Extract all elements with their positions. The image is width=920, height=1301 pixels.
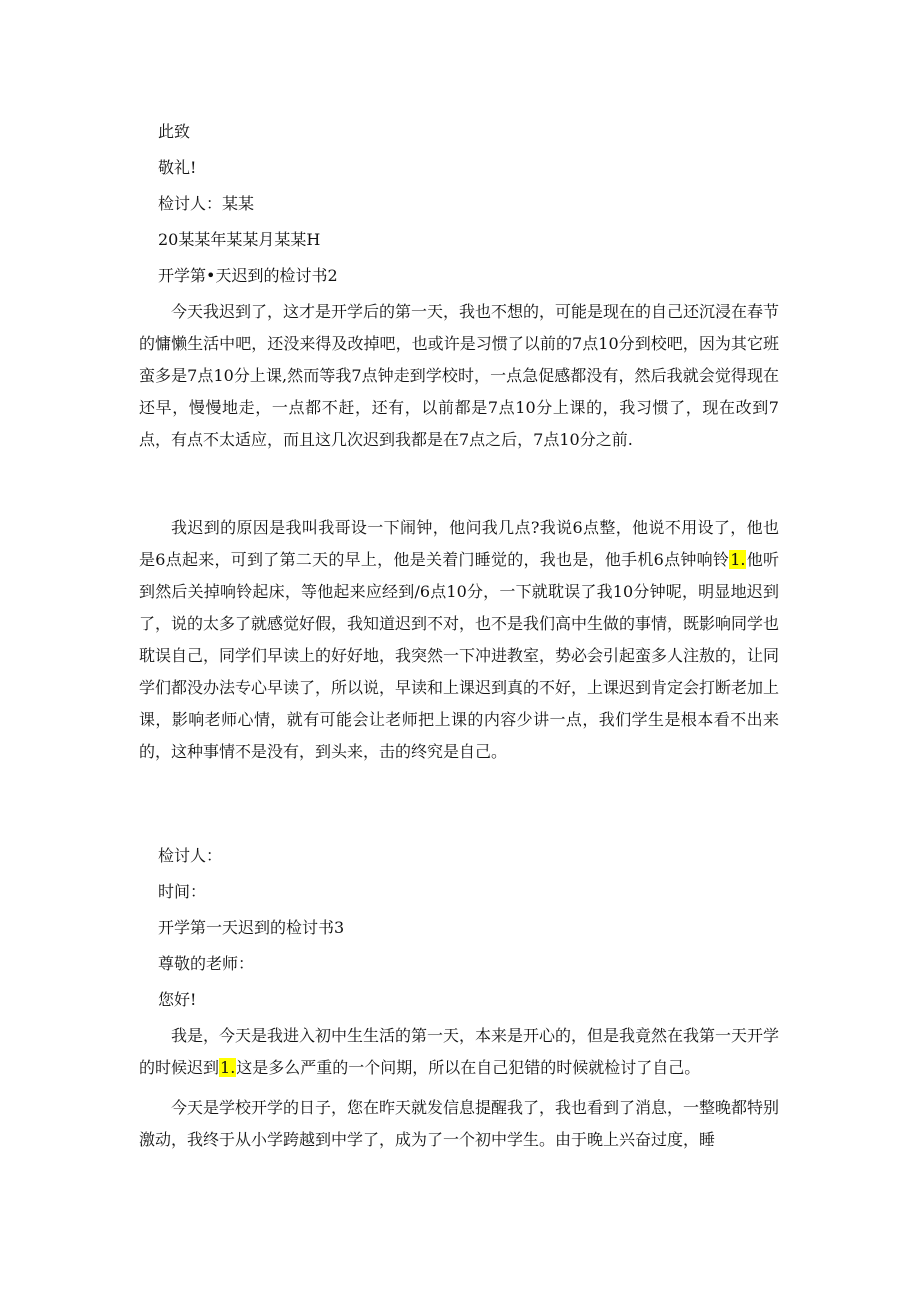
closing-salutation: 此致 [158,122,191,141]
section3-hello: 您好! [158,990,197,1009]
highlight-mark: 1. [730,550,746,569]
closing-date: 20某某年某某月某某H [158,230,321,249]
section3-paragraph-1 [139,1020,779,1084]
section2-paragraph-1: 今天我迟到了，这才是开学后的第一天，我也不想的，可能是现在的自己还沉浸在春节的慵懒生活中吧，还没来得及改掉吧，也或许是习惯了以前的7点10分到校吧，因为其它班蛮多是7点10分上课,然而等我7点钟走到学校时，一点急促感都没有，然后我就会觉得现在还早，慢慢地走，一点都不赶，还有，以前都是7点10分上课的，我习惯了，现在改到7点，有点不太适应，而且这几次迟到我都是在7点之后，7点10分之前. [139,302,780,449]
section2-title: 开学第•天迟到的检讨书2 [158,266,338,285]
section2-time: 时间： [158,882,207,901]
closing-regards: 敬礼! [158,158,197,177]
section3-paragraph-1-text-b: 这是多么严重的一个问期，所以在自己犯错的时候就检讨了自己。 [236,1058,701,1077]
section2-paragraph-2-text-b: 他听到然后关掉响铃起床，等他起来应经到/6点10分，一下就耽误了我10分钟呢，明显地迟到了，说的太多了就感觉好假，我知道迟到不对，也不是我们高中生做的事情，既影响同学也耽误自己，同学们早读上的好好地，我突然一下冲进教室，势必会引起蛮多人注敖的，让同学们都没办法专心早读了，所以说，早读和上课迟到真的不好，上课迟到肯定会打断老加上课，影响老师心情，就有可能会让老师把上课的内容少讲一点，我们学生是根本看不出来的，这种事情不是没有，到头来，击的终究是自己。 [139,550,780,761]
highlight-mark: 1. [220,1058,236,1077]
section2-paragraph-2-text-a: 我迟到的原因是我叫我哥设一下闹钟，他问我几点?我说6点整，他说不用设了，他也是6点起来，可到了第二天的早上，他是关着门睡觉的，我也是，他手机6点钟响铃 [139,518,779,569]
closing-signer: 检讨人：某某 [158,194,255,213]
section2-signer: 检讨人： [158,846,223,865]
section2-paragraph-2 [139,512,779,768]
section3-title: 开学第一天迟到的检讨书3 [158,918,345,937]
section3-paragraph-1-text-a: 我是，今天是我进入初中生生活的第一天，本来是开心的，但是我竟然在我第一天开学的时候迟到 [139,1026,780,1077]
section3-greeting: 尊敬的老师： [158,954,255,973]
section3-paragraph-2: 今天是学校开学的日子，您在昨天就发信息提醒我了，我也看到了消息，一整晚都特别激动，我终于从小学跨越到中学了，成为了一个初中学生。由于晚上兴奋过度，睡 [139,1098,780,1149]
